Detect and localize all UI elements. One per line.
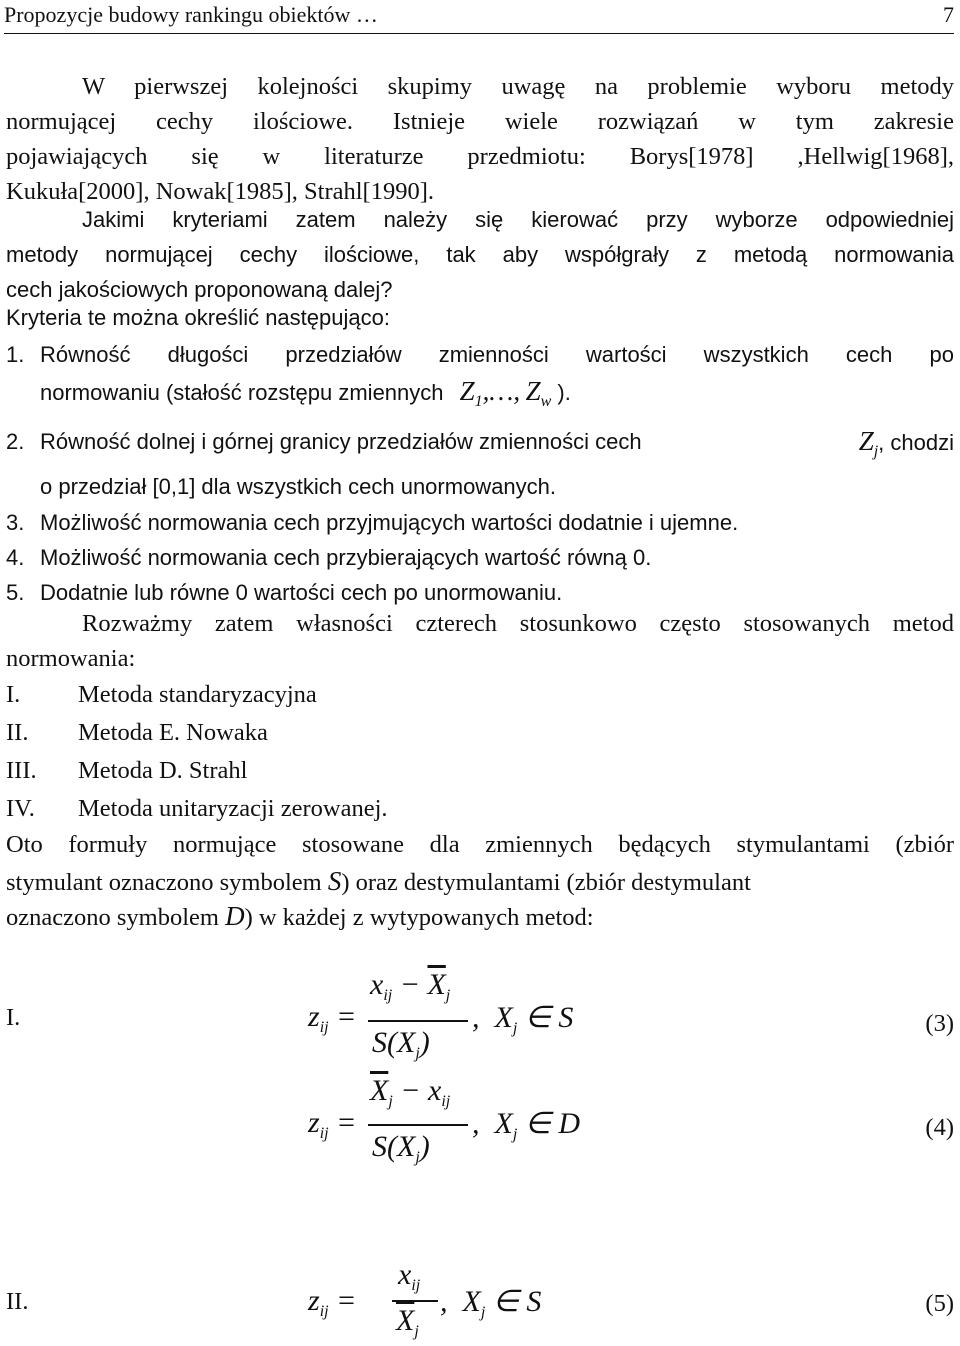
paragraph-line: W pierwszej kolejności skupimy uwagę na problemie wyboru metody [82,73,954,100]
paragraph-line: pojawiających się w literaturze przedmiotu: Borys[1978] ,Hellwig[1968], [6,143,954,170]
method-label: Metoda E. Nowaka [78,719,268,746]
paragraph-line: Oto formuły normujące stosowane dla zmiennych będących stymulantami (zbiór [6,831,954,858]
criterion-number: 2. [6,429,25,454]
criterion-number: 1. [6,342,25,367]
header-rule [4,33,954,34]
method-numeral: IV. [6,795,35,822]
method-label: Metoda D. Strahl [78,757,248,784]
method-numeral: III. [6,757,37,784]
criterion-text: normowaniu (stałość rozstępu zmiennych $Z_1,\dots$, $Z_w$ ). [40,376,571,410]
paragraph-line: cech jakościowych proponowaną dalej? [6,277,393,302]
paragraph-line: normującej cechy ilościowe. Istnieje wiele rozwiązań w tym zakresie [6,108,954,135]
paragraph-line: Kukuła[2000], Nowak[1985], Strahl[1990]. [6,178,434,205]
criterion-number: 4. [6,545,25,570]
paragraph-line: stymulant oznaczono symbolem S) oraz destymulantami (zbiór destymulant [6,866,751,896]
paragraph-line: normowania: [6,645,136,672]
criteria-intro: Kryteria te można określić następująco: [6,305,390,330]
criterion-number: 3. [6,510,25,535]
method-numeral: I. [6,681,21,708]
criterion-text: Równość długości przedziałów zmienności wartości wszystkich cech po [40,342,954,367]
criterion-text: Dodatnie lub równe 0 wartości cech po unormowaniu. [40,580,563,605]
equation-number: (4) [925,1114,954,1141]
page-number: 7 [943,2,954,27]
method-numeral: II. [6,719,29,746]
document-page: Propozycje budowy rankingu obiektów … 7 W pierwszej kolejności skupimy uwagę na problemie wyboru metody normującej cechy ilościowe. Istnieje wiele rozwiązań w tym zakresie pojawiających się w literaturze przedmiotu: Borys[1978] ,Hellwig[1968], Kukuła[2000], Nowak[1985], Strahl[1990]. Jakimi kryteriami zatem należy się kierować przy wyborze odpowiedniej metody normującej cechy ilościowe, tak aby współgrały z metodą normowania cech jakościowych proponowaną dalej? Kryteria te można określić następująco: 1. Równość długości przedziałów zmienności wartości wszystkich cech po normowaniu (stałość rozstępu zmiennych $Z_1,\dots$, $Z_w$ ). 2. Równość dolnej i górnej granicy przedziałów zmienności cech $Z_j$, chodzi o przedział [0,1] dla wszystkich cech unormowanych. 3. Możliwość normowania cech przyjmujących wartości dodatnie i ujemne. 4. Możliwość normowania cech przybierających wartość równą 0. 5. Dodatnie lub równe 0 wartości cech po unormowaniu. Rozważmy zatem własności czterech stosunkowo często stosowanych metod normowania: I. Metoda standaryzacyjna II. Metoda E. Nowaka III. Metoda D. Strahl IV. Metoda unitaryzacji zerowanej. Oto formuły normujące stosowane dla zmiennych będących stymulantami (zbiór stymulant oznaczono symbolem S) oraz destymulantami (zbiór destymulant oznaczono symbolem D) w każdej z wytypowanych metod: I. $z_{ij}$ = $x_{ij} - \overline{X}_j$ $S(X_j)$ , $X_j$ ∈ S (3) $z_{ij}$ = $\overline{X}_j - x_{ij}$ $S(X_j)$ , $X_j$ ∈ D (4) II. $z_{ij}$ = $x_{ij}$ $\overline{X}_j$ , $X_j$ ∈ S (5) [4,2,954,1340]
criterion-text: Możliwość normowania cech przyjmujących wartości dodatnie i ujemne. [40,510,739,535]
criterion-number: 5. [6,580,25,605]
equation-number: (5) [925,1290,954,1317]
running-header [4,0,954,34]
paragraph-line: metody normującej cechy ilościowe, tak aby współgrały z metodą normowania [6,242,954,267]
section-label: I. [6,1004,21,1031]
header-title: Propozycje budowy rankingu obiektów … [4,2,378,27]
method-label: Metoda standaryzacyjna [78,681,317,708]
method-label: Metoda unitaryzacji zerowanej. [78,795,388,822]
equation-number: (3) [925,1010,954,1037]
criterion-text: Równość dolnej i górnej granicy przedziałów zmienności cech $Z_j$, chodzi [40,426,954,460]
section-label: II. [6,1288,29,1315]
paragraph-line: oznaczono symbolem D) w każdej z wytypowanych metod: [6,901,594,931]
criterion-text: o przedział [0,1] dla wszystkich cech unormowanych. [40,474,557,499]
paragraph-line: Jakimi kryteriami zatem należy się kierować przy wyborze odpowiedniej [82,207,954,232]
criterion-text: Możliwość normowania cech przybierających wartość równą 0. [40,545,652,570]
paragraph-line: Rozważmy zatem własności czterech stosunkowo często stosowanych metod [82,610,954,637]
